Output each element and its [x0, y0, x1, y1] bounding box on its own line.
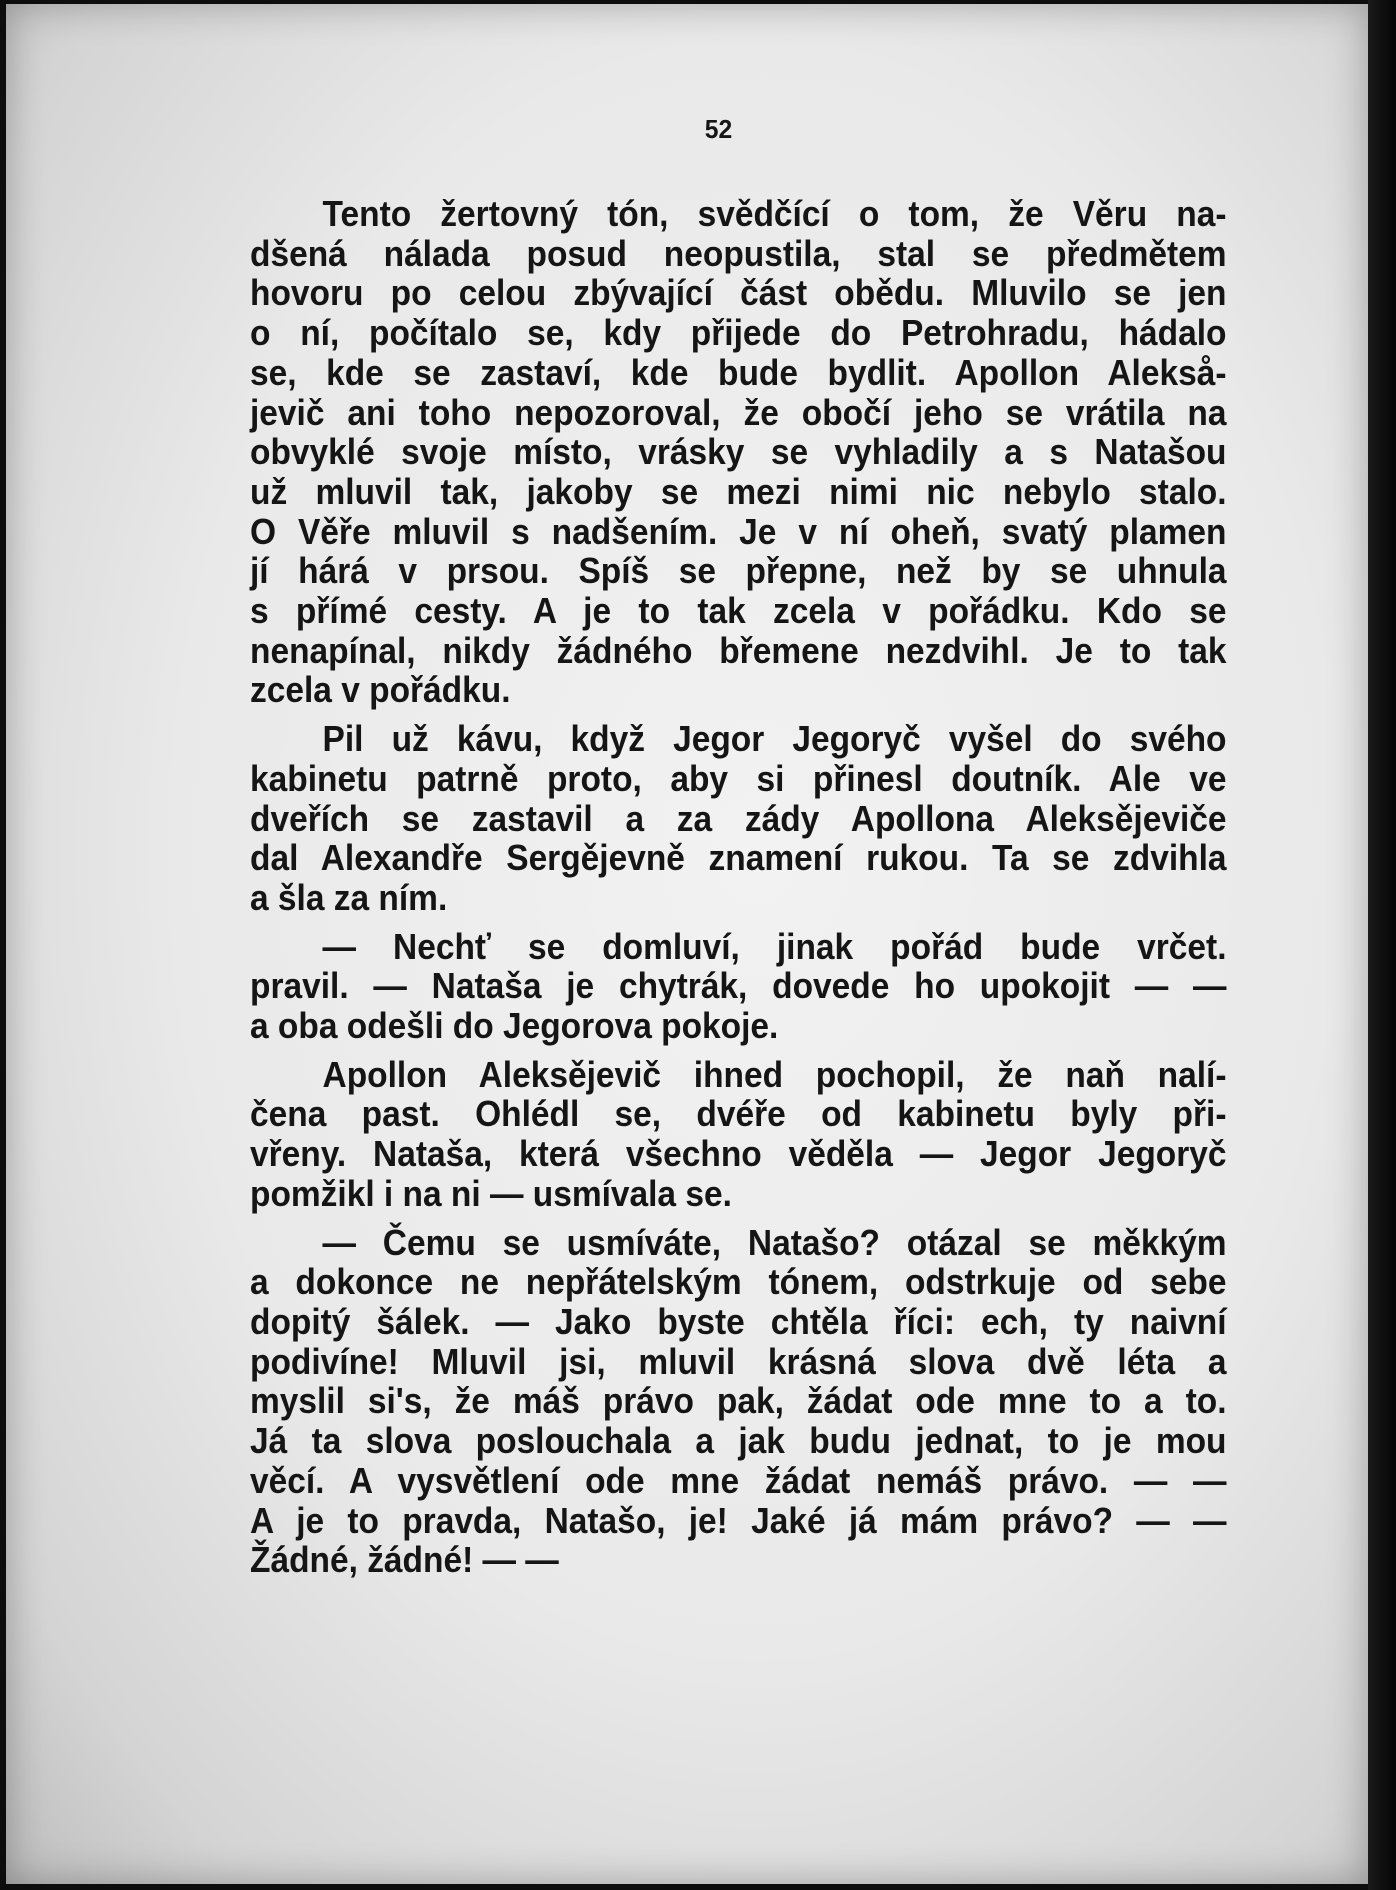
paragraph — [250, 194, 1227, 710]
text-line: — Nechť se domluví, jinak pořád bude vrčet. — [322, 925, 1227, 967]
text-line: pomžikl i na ni — usmívala se. — [250, 1172, 732, 1214]
text-line: se, kde se zastaví, kde bude bydlit. Apollon Alekså- — [250, 351, 1227, 393]
text-line: hovoru po celou zbývající část obědu. Mluvilo se jen — [250, 272, 1227, 314]
text-line: s přímé cesty. A je to tak zcela v pořádku. Kdo se — [250, 590, 1227, 632]
paragraph — [250, 927, 1227, 1046]
text-line: Pil už kávu, když Jegor Jegoryč vyšel do svého — [322, 718, 1227, 760]
paragraph — [250, 1223, 1227, 1580]
text-line: Tento žertovný tón, svědčící o tom, že Věru na- — [322, 193, 1227, 234]
text-line: nenapínal, nikdy žádného břemene nezdvihl. Je to tak — [250, 629, 1227, 671]
text-line: myslil si's, že máš právo pak, žádat ode mne to a to. — [250, 1380, 1227, 1422]
text-line: vřeny. Nataša, která všechno věděla — Jegor Jegoryč — [250, 1133, 1227, 1175]
text-line: už mluvil tak, jakoby se mezi nimi nic nebylo stalo. — [250, 470, 1227, 512]
paragraph — [250, 1055, 1227, 1214]
text-line: dopitý šálek. — Jako byste chtěla říci: ech, ty naivní — [250, 1300, 1227, 1342]
text-line: a šla za ním. — [250, 876, 448, 918]
text-line: a oba odešli do Jegorova pokoje. — [250, 1005, 779, 1047]
text-line: dveřích se zastavil a za zády Apollona Aleksějeviče — [250, 797, 1227, 839]
text-line: a dokonce ne nepřátelským tónem, odstrkuje od sebe — [250, 1261, 1227, 1303]
page-edge-shadow — [1368, 0, 1396, 1890]
text-line: pravil. — Nataša je chytrák, dovede ho upokojit — — — [250, 965, 1227, 1007]
text-line: dšená nálada posud neopustila, stal se předmětem — [250, 232, 1227, 274]
text-line: jí hárá v prsou. Spíš se přepne, než by se uhnula — [250, 550, 1227, 592]
text-line: věcí. A vysvětlení ode mne žádat nemáš právo. — — — [250, 1459, 1227, 1501]
book-page — [6, 4, 1368, 1884]
text-line: zcela v pořádku. — [250, 669, 511, 711]
text-line: Já ta slova poslouchala a jak budu jednat, to je mou — [250, 1420, 1227, 1462]
paragraph — [250, 719, 1227, 918]
text-line: o ní, počítalo se, kdy přijede do Petrohradu, hádalo — [250, 312, 1227, 354]
text-line: kabinetu patrně proto, aby si přinesl doutník. Ale ve — [250, 757, 1227, 799]
text-line: Žádné, žádné! — — — [250, 1539, 559, 1581]
text-line: podivíne! Mluvil jsi, mluvil krásná slova dvě léta a — [250, 1340, 1227, 1382]
text-line: dal Alexandře Sergějevně znamení rukou. Ta se zdvihla — [250, 837, 1227, 879]
text-line: A je to pravda, Natašo, je! Jaké já mám právo? — — — [250, 1499, 1227, 1541]
text-line: jevič ani toho nepozoroval, že obočí jeho se vrátila na — [250, 391, 1227, 433]
text-line: čena past. Ohlédl se, dvéře od kabinetu byly při- — [250, 1093, 1227, 1135]
text-line: — Čemu se usmíváte, Natašo? otázal se měkkým — [322, 1221, 1227, 1263]
page-number: 52 — [704, 114, 733, 144]
body-text — [250, 194, 1227, 1589]
text-line: obvyklé svoje místo, vrásky se vyhladily a s Natašou — [250, 431, 1227, 473]
text-line: O Věře mluvil s nadšením. Je v ní oheň, svatý plamen — [250, 510, 1227, 552]
text-line: Apollon Aleksějevič ihned pochopil, že naň nalí- — [322, 1053, 1227, 1095]
